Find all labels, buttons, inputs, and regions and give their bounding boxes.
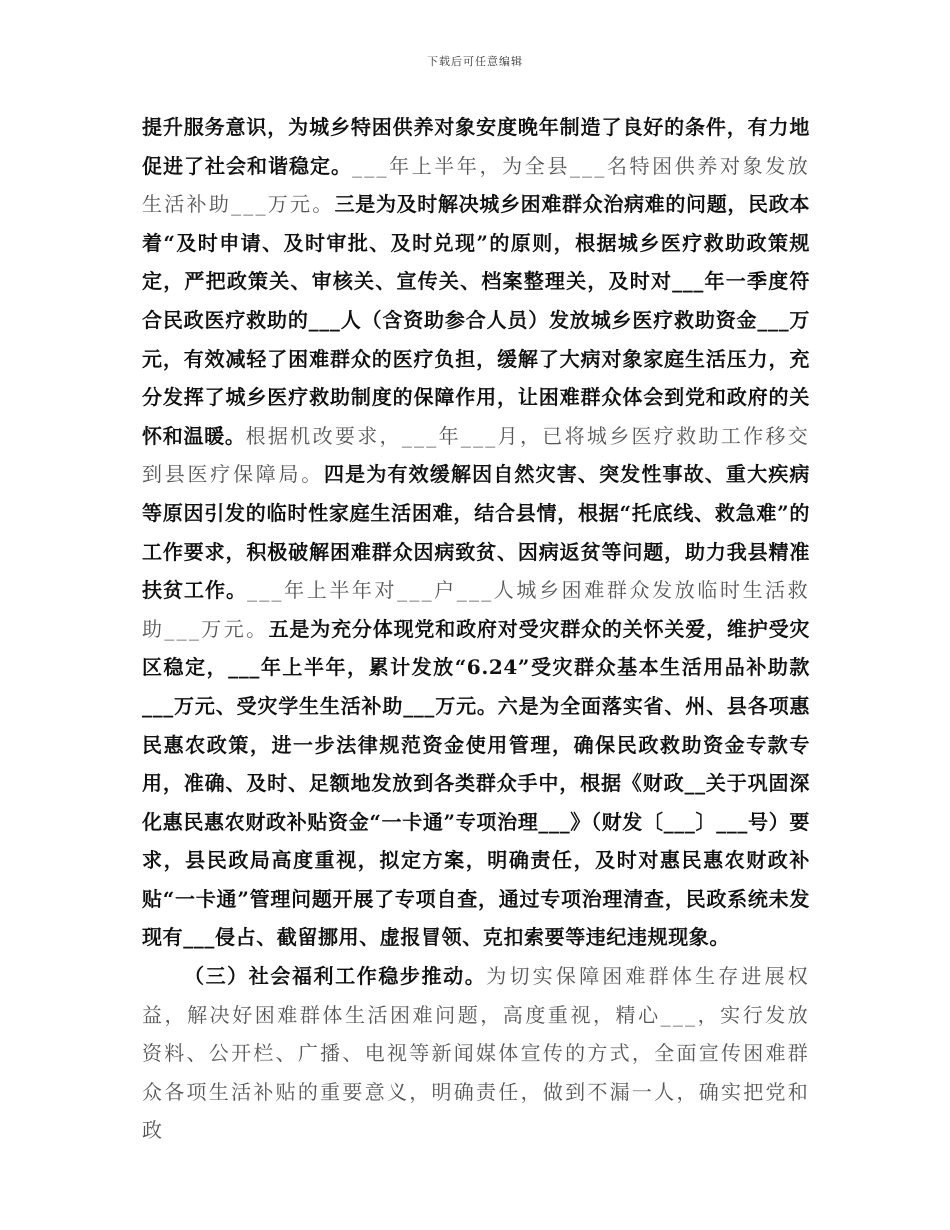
sentence-bold: 五是为充分体现党和政府对受灾群众的关怀关爱，维护受灾区稳定，___年上半年，累计发放“6.24”受灾群众基本生活用品补助款___万元、受灾学生生活补助___万元。 xyxy=(142,616,810,718)
sentence-bold: 三是为及时解决城乡困难群众治病难的问题，民政本着“及时申请、及时审批、及时兑现”的原则，根据城乡医疗救助政策规定，严把政策关、审核关、宣传关、档案整理关，及时对___年一季度符合民政医疗救助的___人（含资助参合人员）发放城乡医疗救助资金___万元，有效减轻了困难群众的医疗负担，缓解了大病对象家庭生活压力，充分发挥了城乡医疗救助制度的保障作用，让困难群众体会到党和政府的关怀和温暖。 xyxy=(142,192,810,448)
paragraph-relief-work xyxy=(142,108,810,957)
sentence-bold: 六是为全面落实省、州、县各项惠民惠农政策，进一步法律规范资金使用管理，确保民政救助资金专款专用，准确、及时、足额地发放到各类群众手中，根据《财政__关于巩固深化惠民惠农财政补贴资金“一卡通”专项治理___》（财发〔___〕___号）要求，县民政局高度重视，拟定方案，明确责任，及时对惠民惠农财政补贴“一卡通”管理问题开展了专项自查，通过专项治理清查，民政系统未发现有___侵占、截留挪用、虚报冒领、克扣索要等违纪违规现象。 xyxy=(142,693,811,950)
page-header: 下载后可任意编辑 xyxy=(427,55,523,68)
sentence-bold: 四是为有效缓解因自然灾害、突发性事故、重大疾病等原因引发的临时性家庭生活困难，结合县情，根据“托底线、救急难”的工作要求，积极破解困难群众因病致贫、因病返贫等问题，助力我县精准扶贫工作。 xyxy=(142,462,810,603)
sentence-light: 根据机改要求，___年___月，已将城乡医疗救助工作移交到县医疗保障局。 xyxy=(142,423,810,487)
sentence-light: 为切实保障困难群体生存进展权益，解决好困难群体生活困难问题，高度重视，精心___，实行发放资料、公开栏、广播、电视等新闻媒体宣传的方式，全面宣传困难群众各项生活补贴的重要意义，明确责任，做到不漏一人，确实把党和政 xyxy=(142,964,810,1143)
section-heading: （三）社会福利工作稳步推动。 xyxy=(184,964,487,989)
sentence-light: ___年上半年，为全县___名特困供养对象发放生活补助___万元。 xyxy=(142,153,811,217)
sentence-light: ___年上半年对___户___人城乡困难群众发放临时生活救助___万元。 xyxy=(142,578,810,641)
document-body xyxy=(142,108,810,1150)
paragraph-social-welfare xyxy=(142,957,810,1150)
sentence-bold: 提升服务意识，为城乡特困供养对象安度晚年制造了良好的条件，有力地促进了社会和谐稳定。 xyxy=(142,115,810,178)
